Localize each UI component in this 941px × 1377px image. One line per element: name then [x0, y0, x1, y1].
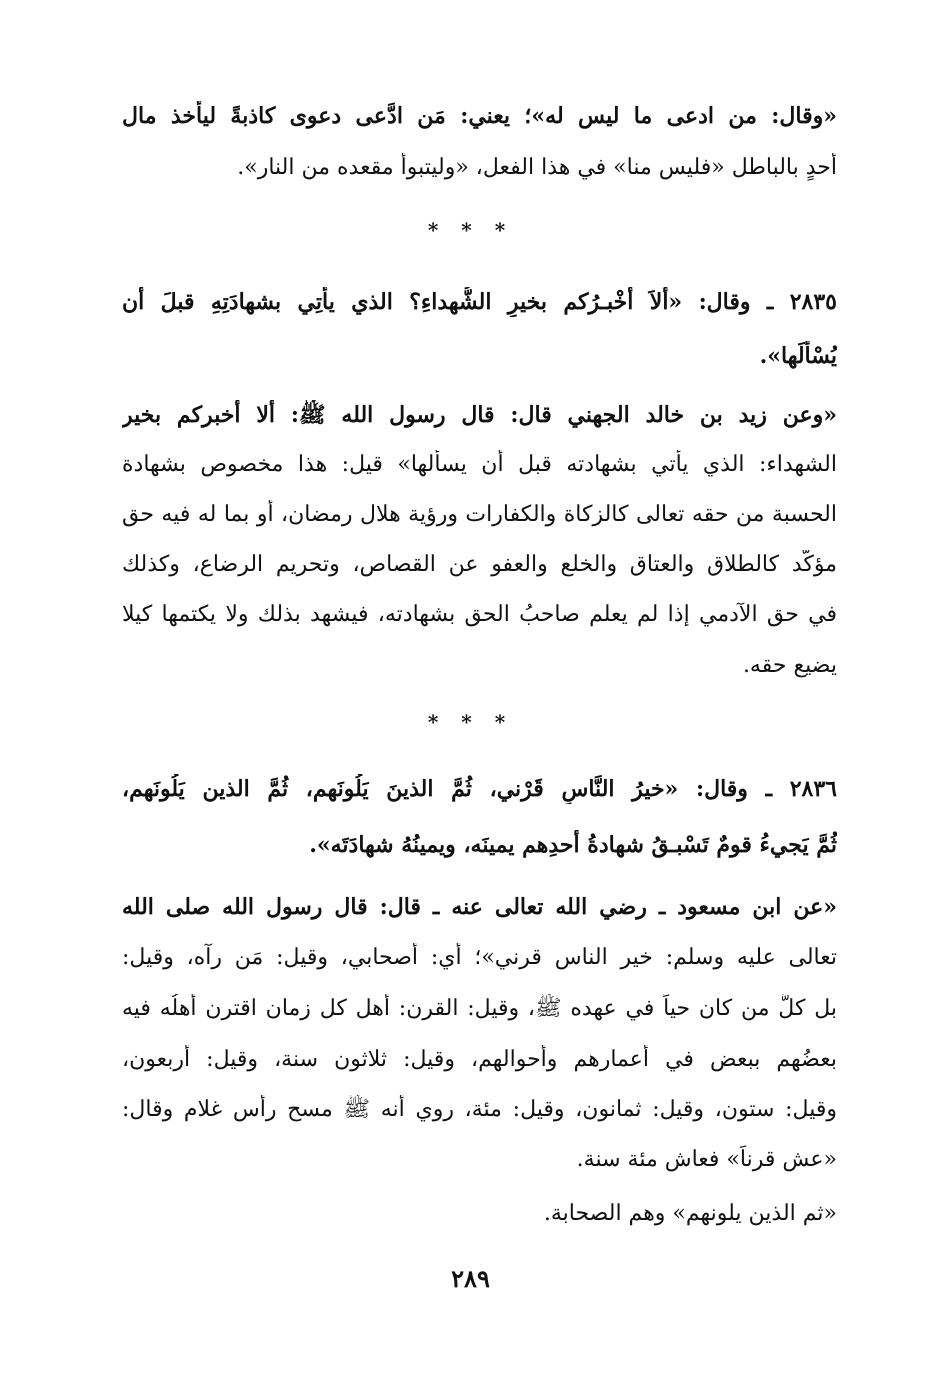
section-divider: * * * [427, 218, 514, 242]
text-line: الحسبة من حقه تعالى كالزكاة والكفارات ورؤية هلال رمضان، أو بما له فيه حق [122, 502, 837, 527]
text-line: يضيع حقه. [742, 653, 837, 678]
page-number: ٢٨٩ [451, 1264, 490, 1293]
text-line: الشهداء: الذي يأتي بشهادته قبل أن يسألها» قيل: هذا مخصوص بشهادة [122, 452, 837, 477]
text-line: بعضُهم ببعض في أعمارهم وأحوالهم، وقيل: ثلاثون سنة، وقيل: أربعون، [122, 1047, 837, 1072]
text-line: «ثم الذين يلونهم» وهم الصحابة. [543, 1201, 837, 1226]
text-line: «وعن زيد بن خالد الجهني قال: قال رسول الله ﷺ: ألا أخبركم بخير [122, 402, 837, 428]
hadith-line: يُسْأَلَها». [759, 343, 837, 369]
text-line: «عن ابن مسعود ـ رضي الله تعالى عنه ـ قال: قال رسول الله صلى الله [122, 894, 837, 920]
hadith-line: ٢٨٣٦ ـ وقال: «خيرُ النَّاسِ قَرْني، ثُمَّ الذينَ يَلُونَهم، ثُمَّ الذين يَلُونَهم، [122, 776, 837, 802]
text-line: وقيل: ستون، وقيل: ثمانون، وقيل: مئة، روي أنه ﷺ مسح رأس غلام وقال: [122, 1097, 837, 1122]
text-line: تعالى عليه وسلم: خير الناس قرني»؛ أي: أصحابي، وقيل: مَن رآه، وقيل: [122, 945, 837, 970]
text-line: في حق الآدمي إذا لم يعلم صاحبُ الحق بشهادته، فيشهد بذلك ولا يكتمها كيلا [122, 602, 837, 627]
text-line: بل كلُّ من كان حياً في عهده ﷺ، وقيل: القرن: أهل كل زمان اقترن أهلُه فيه [122, 996, 837, 1021]
hadith-line: ثُمَّ يَجيءُ قومٌ تَسْبـقُ شهادةُ أحدِهم يمينَه، ويمينُهُ شهادَتَه». [309, 832, 837, 858]
text-line: أحدٍ بالباطل «فليس منا» في هذا الفعل، «وليتبوأ مقعده من النار». [237, 155, 837, 180]
text-line: مؤكَّد كالطلاق والعتاق والخلع والعفو عن القصاص، وتحريم الرضاع، وكذلك [122, 552, 837, 577]
text-line: «عش قرناً» فعاش مئة سنة. [576, 1147, 837, 1172]
hadith-line: ٢٨٣٥ ـ وقال: «ألاَ أُخْبـرُكم بخيرِ الشُّهداءِ؟ الذي يأتِي بشهادَتِهِ قبلَ أن [122, 289, 837, 315]
section-divider: * * * [427, 710, 514, 734]
text-line: «وقال: من ادعى ما ليس له»؛ يعني: مَن ادَّعى دعوى كاذبةً ليأخذ مال [122, 103, 837, 129]
